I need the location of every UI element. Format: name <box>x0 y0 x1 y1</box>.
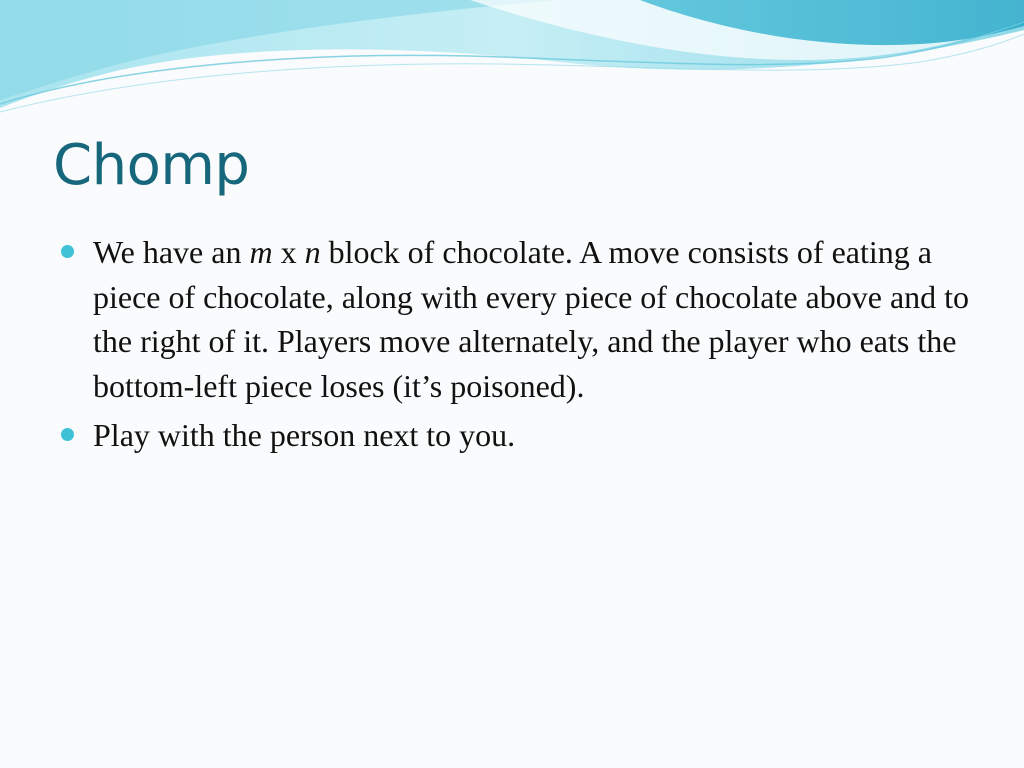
bullet-text-segment: x <box>272 234 305 270</box>
variable-m: m <box>249 234 273 270</box>
slide-title: Chomp <box>53 133 250 198</box>
variable-n: n <box>304 234 321 270</box>
bullet-dot-icon <box>61 245 74 258</box>
bullet-text-segment: We have an <box>93 234 250 270</box>
bullet-item-chomp-rules <box>60 230 980 408</box>
bullet-item-play-instruction <box>60 413 980 458</box>
bullet-text-segment: Play with the person next to you. <box>93 417 516 453</box>
header-wave-decoration <box>0 0 1024 120</box>
bullet-list <box>60 230 980 463</box>
bullet-text-segment: block of chocolate. A move consists of eating a piece of chocolate, along with every piece of chocolate above and to the right of it. Players move alternately, and the player who eats the bottom-left piece loses (it’s poisoned). <box>93 234 970 404</box>
bullet-dot-icon <box>61 428 74 441</box>
